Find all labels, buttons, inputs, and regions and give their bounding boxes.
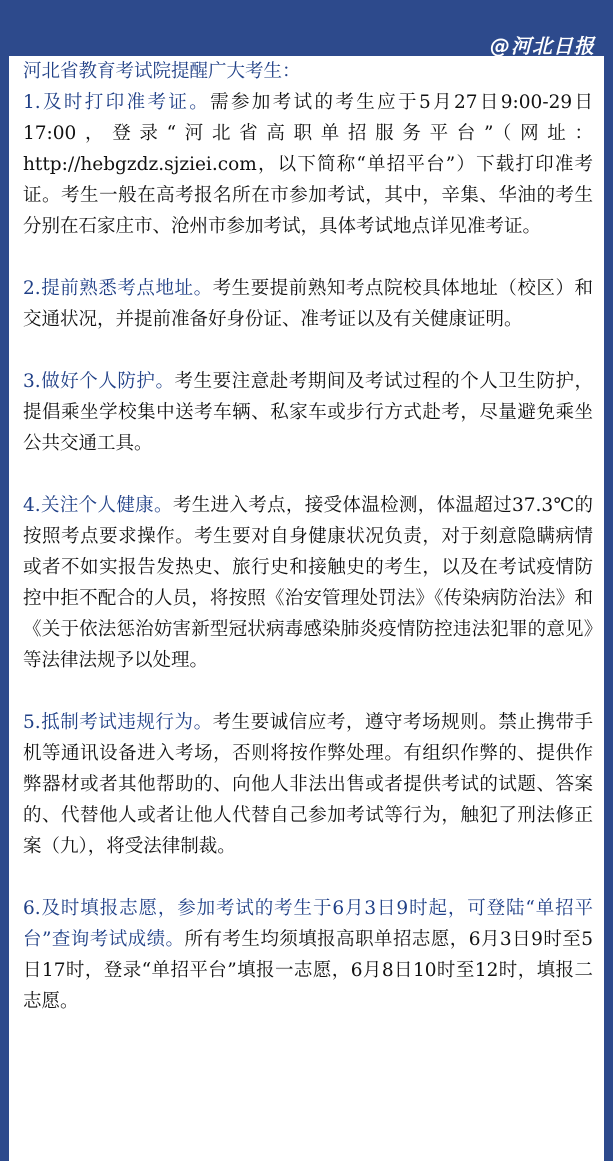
notice-item-5 — [23, 707, 593, 862]
item-body: 考生进入考点，接受体温检测，体温超过37.3℃的按照考点要求操作。考生要对自身健康状况负责，对于刻意隐瞒病情或者不如实报告发热史、旅行史和接触史的考生，以及在考试疫情防控中拒不配合的人员，将按照《治安管理处罚法》《传染病防治法》和《关于依法惩治妨害新型冠状病毒感染肺炎疫情防控违法犯罪的意见》等法律法规予以处理。 — [23, 495, 593, 671]
item-heading: 3.做好个人防护。 — [23, 371, 175, 392]
item-body: 所有考生均须填报高职单招志愿，6月3日9时至5日17时，登录“单招平台”填报一志愿，6月8日10时至12时，填报二志愿。 — [23, 929, 593, 1012]
item-body: 需参加考试的考生应于5月27日9:00-29日17:00，登录“河北省高职单招服务平台”（网址：http://hebgzdz.sjziei.com，以下简称“单招平台”）下载打印准考证。考生一般在高考报名所在市参加考试，其中，辛集、华油的考生分别在石家庄市、沧州市参加考试，具体考试地点详见准考证。 — [23, 92, 593, 237]
item-body: 考生要注意赴考期间及考试过程的个人卫生防护，提倡乘坐学校集中送考车辆、私家车或步行方式赴考，尽量避免乘坐公共交通工具。 — [23, 371, 593, 454]
notice-item-1 — [23, 87, 593, 242]
notice-item-6 — [23, 893, 593, 1017]
header-band — [0, 0, 613, 56]
hebei-daily-logo: @河北日报 — [490, 34, 595, 58]
item-body: 考生要诚信应考，遵守考场规则。禁止携带手机等通讯设备进入考场，否则将按作弊处理。有组织作弊的、提供作弊器材或者其他帮助的、向他人非法出售或者提供考试的试题、答案的、代替他人或者让他人代替自己参加考试等行为，触犯了刑法修正案（九），将受法律制裁。 — [23, 712, 593, 857]
notice-intro: 河北省教育考试院提醒广大考生： — [23, 61, 301, 82]
item-heading: 4.关注个人健康。 — [23, 495, 173, 516]
item-heading: 2.提前熟悉考点地址。 — [23, 278, 213, 299]
notice-content — [23, 56, 593, 1017]
item-body: 考生要提前熟知考点院校具体地址（校区）和交通状况，并提前准备好身份证、准考证以及有关健康证明。 — [23, 278, 593, 330]
item-heading: 6.及时填报志愿，参加考试的考生于6月3日9时起，可登陆“单招平台”查询考试成绩。 — [23, 898, 593, 950]
item-heading: 5.抵制考试违规行为。 — [23, 712, 213, 733]
notice-item-2 — [23, 273, 593, 335]
notice-item-4 — [23, 490, 593, 676]
item-heading: 1.及时打印准考证。 — [23, 92, 211, 113]
notice-item-3 — [23, 366, 593, 459]
